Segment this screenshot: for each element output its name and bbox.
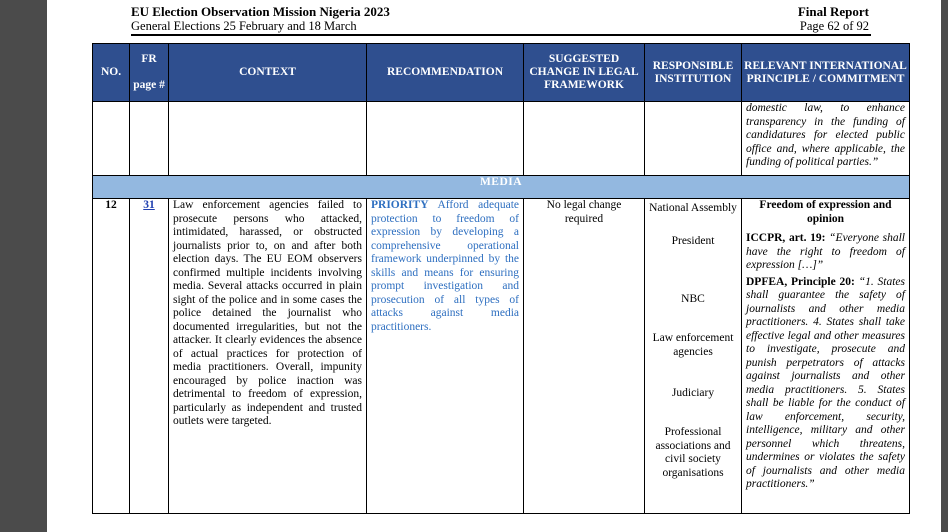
col-header-fr-page: [130, 44, 169, 102]
viewer-scrollbar[interactable]: [941, 0, 948, 532]
recommendation-text: Afford adequate protection to freedom of expression by developing a comprehensive operational framework underpinned by the skills and means for ensuring prompt investigation and prosecution of all types of attacks against media practitioners.: [371, 199, 519, 333]
recommendation-number: 12: [93, 199, 130, 514]
legal-change-cell: No legal change required: [524, 199, 645, 514]
page-number: Page 62 of 92: [799, 19, 869, 33]
fr-page-cell: [130, 199, 169, 514]
institution-cell: [645, 199, 742, 514]
table-row: [93, 199, 910, 514]
section-row: [93, 176, 910, 199]
priority-label: PRIORITY: [371, 199, 429, 211]
institution-nbc: NBC: [681, 293, 705, 305]
institution-civil-society: Professional associations and civil society organisations: [655, 426, 731, 479]
col-header-institution: RESPONSIBLE INSTITUTION: [645, 44, 742, 102]
mission-title: EU Election Observation Mission Nigeria 2023: [131, 4, 390, 19]
report-title: Final Report: [797, 4, 869, 19]
table-header-row: [93, 44, 910, 102]
document-page: [47, 0, 941, 532]
continued-principle-text: domestic law, to enhance transparency in the funding of candidatures for elected public office and, where applicable, the funding of political parties.”: [742, 102, 910, 176]
institution-judiciary: Judiciary: [671, 387, 715, 399]
institution-president: President: [671, 235, 715, 247]
dpfea-reference: [746, 276, 905, 492]
page-header-left: [131, 5, 390, 33]
principle-title: Freedom of expression and opinion: [759, 199, 892, 225]
col-header-fr: FR: [141, 53, 157, 65]
principle-cell: [742, 199, 910, 514]
col-header-context: CONTEXT: [169, 44, 367, 102]
dpfea-label: DPFEA, Principle 20:: [746, 275, 855, 288]
page-header-right: [798, 5, 869, 33]
col-header-principle: RELEVANT INTERNATIONAL PRINCIPLE / COMMITMENT: [742, 44, 910, 102]
fr-page-link[interactable]: 31: [143, 199, 155, 211]
election-dates: General Elections 25 February and 18 March: [131, 19, 357, 33]
col-header-no: NO.: [93, 44, 130, 102]
col-header-page: page #: [133, 79, 165, 91]
viewer-left-gutter: [0, 0, 47, 532]
col-header-recommendation: RECOMMENDATION: [367, 44, 524, 102]
section-title-media: MEDIA: [93, 176, 910, 199]
recommendation-cell: [367, 199, 524, 514]
iccpr-label: ICCPR, art. 19:: [746, 232, 826, 244]
continued-row: [93, 102, 910, 176]
recommendations-table: [92, 43, 910, 514]
institution-national-assembly: National Assembly: [649, 202, 737, 214]
iccpr-text: “Everyone shall have the right to freedom of expression […]”: [746, 232, 905, 271]
col-header-legal: SUGGESTED CHANGE IN LEGAL FRAMEWORK: [524, 44, 645, 102]
header-divider: [131, 34, 871, 36]
context-cell: Law enforcement agencies failed to prosecute persons who attacked, intimidated, harassed, or obstructed journalists prior to, on and after both election days. The EU EOM observers confirmed multiple incidents involving media. Several attacks occurred in plain sight of the police and in some cases the police detained the journalist who documented irregularities, but not the attacker. It clearly evidences the absence of actual practices for protection of media practitioners. Overall, impunity encouraged by police inaction was detrimental to freedom of expression, particularly as independent and trusted outlets were targeted.: [169, 199, 367, 514]
institution-law-enforcement: Law enforcement agencies: [652, 332, 734, 358]
iccpr-reference: [746, 232, 905, 273]
dpfea-text: “1. States shall guarantee the safety of journalists and other media practitioners. 4. States shall take effective legal and other measures to investigate, prosecute and punish perpetrators of attacks against journalists and other media practitioners. 5. States shall be liable for the conduct of law enforcement, security, intelligence, military and other personnel which threatens, undermines or violates the safety of journalists and other media practitioners.”: [746, 275, 905, 490]
